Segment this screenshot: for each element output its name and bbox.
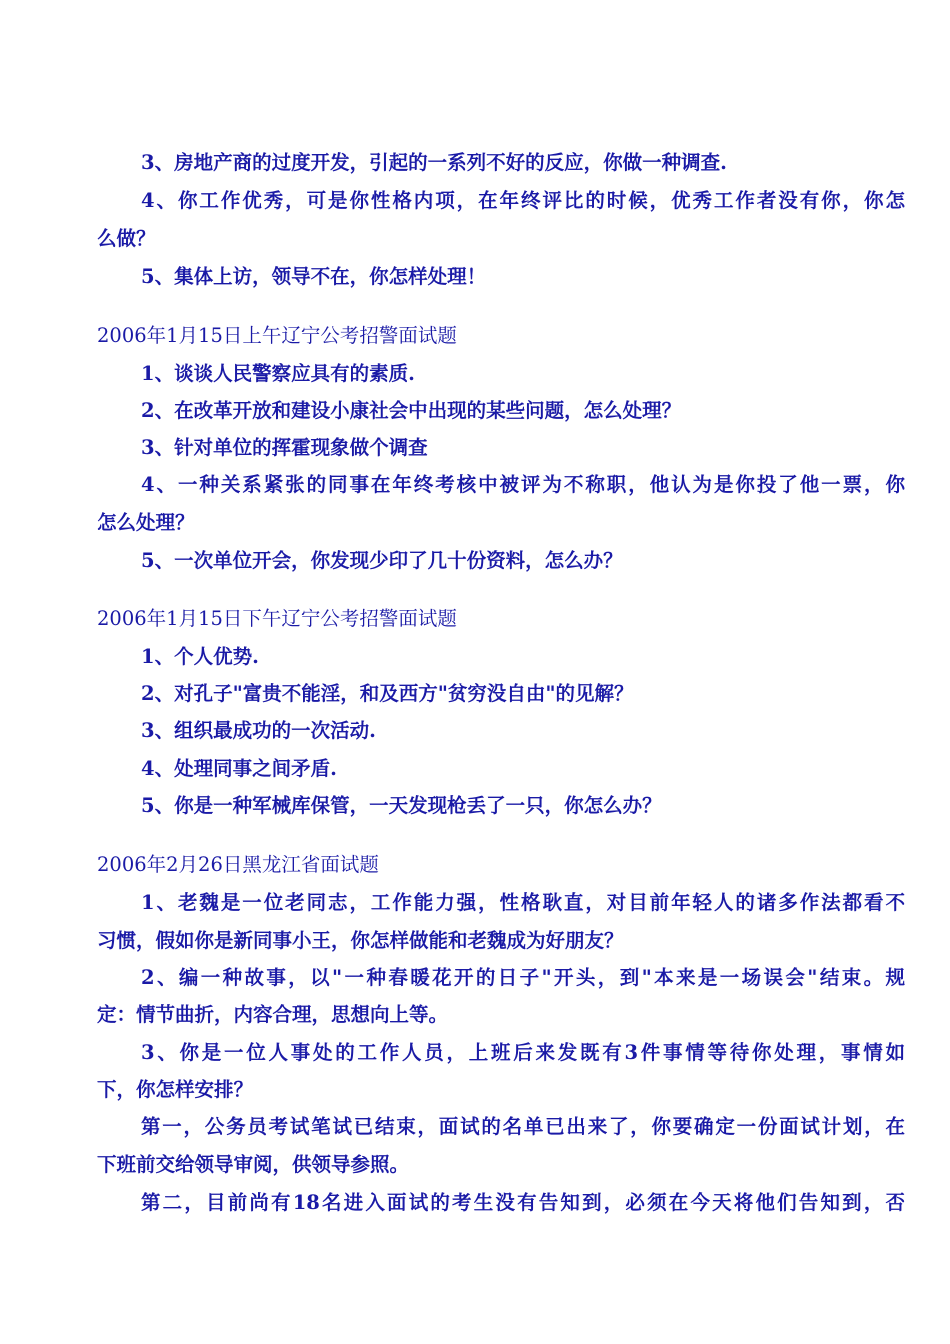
question-3-successful-activity: 3、组织最成功的一次活动. [141,719,376,742]
section-heading-liaoning-morning: 2006年1月15日上午辽宁公考招警面试题 [97,324,457,347]
question-1-police-quality: 1、谈谈人民警察应具有的素质. [141,362,415,385]
question-4-evaluation: 4、你工作优秀，可是你性格内项，在年终评比的时候，优秀工作者没有你，你怎 [141,189,905,212]
task-first-cont: 下班前交给领导审阅，供领导参照。 [97,1153,410,1176]
question-3-hr-tasks-cont: 下，你怎样安排？ [97,1078,254,1101]
task-first: 第一，公务员考试笔试已结束，面试的名单已出来了，你要确定一份面试计划，在 [141,1115,905,1138]
question-1-personal-strengths: 1、个人优势. [141,645,259,668]
question-4-colleague-conflict: 4、处理同事之间矛盾. [141,757,337,780]
question-3-hr-tasks: 3、你是一位人事处的工作人员，上班后来发既有3件事情等待你处理，事情如 [141,1041,905,1064]
section-heading-heilongjiang: 2006年2月26日黑龙江省面试题 [97,853,379,876]
question-2-story: 2、编一种故事，以"一种春暖花开的日子"开头，到"本来是一场误会"结束。规 [141,966,905,989]
question-5-lost-gun: 5、你是一种军械库保管，一天发现枪丢了一只，你怎么办？ [141,794,662,817]
question-4-colleague-vote: 4、一种关系紧张的同事在年终考核中被评为不称职，他认为是你投了他一票，你 [141,473,905,496]
question-5-petition: 5、集体上访，领导不在，你怎样处理！ [141,265,487,288]
question-2-reform-problems: 2、在改革开放和建设小康社会中出现的某些问题，怎么处理？ [141,399,682,422]
question-2-story-cont: 定：情节曲折，内容合理，思想向上等。 [97,1003,449,1026]
section-heading-liaoning-afternoon: 2006年1月15日下午辽宁公考招警面试题 [97,607,457,630]
question-3-survey: 3、房地产商的过度开发，引起的一系列不好的反应，你做一种调查. [141,151,727,174]
question-1-old-wei: 1、老魏是一位老同志，工作能力强，性格耿直，对目前年轻人的诸多作法都看不 [141,891,905,914]
question-3-waste-survey: 3、针对单位的挥霍现象做个调查 [141,436,428,459]
task-second: 第二，目前尚有18名进入面试的考生没有告知到，必须在今天将他们告知到，否 [141,1191,905,1214]
question-4-evaluation-cont: 么做？ [97,227,156,250]
question-1-old-wei-cont: 习惯，假如你是新同事小王，你怎样做能和老魏成为好朋友？ [97,929,624,952]
question-2-confucius-view: 2、对孔子"富贵不能淫，和及西方"贫穷没自由"的见解？ [141,682,634,705]
question-5-missing-materials: 5、一次单位开会，你发现少印了几十份资料，怎么办？ [141,549,623,572]
question-4-colleague-vote-cont: 怎么处理？ [97,511,195,534]
